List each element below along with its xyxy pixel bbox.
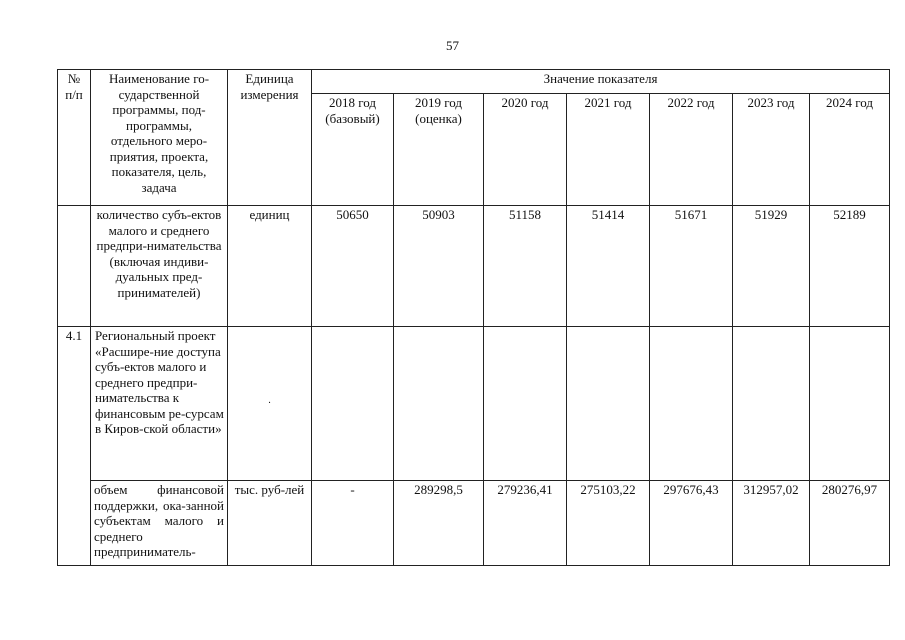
row-unit: · <box>228 327 312 481</box>
header-year-2019: 2019 год (оценка) <box>394 94 484 206</box>
header-name: Наименование го-сударственной программы, под-программы, отдельного меро-приятия, проекта, показателя, цель, задача <box>91 70 228 206</box>
row-name: количество субъ-ектов малого и среднего предпри-нимательства (включая индиви-дуальных пред-принимателей) <box>91 206 228 327</box>
table-row <box>58 206 890 327</box>
row-value-2021: 51414 <box>567 206 650 327</box>
header-year-2023: 2023 год <box>733 94 810 206</box>
row-value-2024: 52189 <box>810 206 890 327</box>
header-year-2024: 2024 год <box>810 94 890 206</box>
header-unit: Единица измерения <box>228 70 312 206</box>
row-value-2019: 50903 <box>394 206 484 327</box>
row-value-2023: 51929 <box>733 206 810 327</box>
row-name: объем финансовой поддержки, ока-занной субъектам малого и среднего предприниматель- <box>91 481 228 566</box>
indicator-table <box>57 69 890 566</box>
row-num <box>58 206 91 327</box>
row-value-2020 <box>484 327 567 481</box>
row-value-2022: 297676,43 <box>650 481 733 566</box>
row-value-2023 <box>733 327 810 481</box>
header-year-2018: 2018 год (базовый) <box>312 94 394 206</box>
header-num: № п/п <box>58 70 91 206</box>
row-value-2021 <box>567 327 650 481</box>
row-value-2022: 51671 <box>650 206 733 327</box>
header-year-2021: 2021 год <box>567 94 650 206</box>
row-value-2023: 312957,02 <box>733 481 810 566</box>
row-name: Региональный проект «Расшире-ние доступа субъ-ектов малого и среднего предпри-нимательства к финансовым ре-сурсам в Киров-ской области» <box>91 327 228 481</box>
row-value-2020: 279236,41 <box>484 481 567 566</box>
table-row <box>58 481 890 566</box>
row-value-2018: 50650 <box>312 206 394 327</box>
row-value-2019 <box>394 327 484 481</box>
row-value-2020: 51158 <box>484 206 567 327</box>
page-number: 57 <box>446 38 459 53</box>
header-values: Значение показателя <box>312 70 890 94</box>
row-unit: единиц <box>228 206 312 327</box>
row-value-2024: 280276,97 <box>810 481 890 566</box>
row-value-2021: 275103,22 <box>567 481 650 566</box>
table-row <box>58 327 890 481</box>
header-year-2022: 2022 год <box>650 94 733 206</box>
row-value-2018: - <box>312 481 394 566</box>
row-value-2022 <box>650 327 733 481</box>
row-value-2019: 289298,5 <box>394 481 484 566</box>
row-unit: тыс. руб-лей <box>228 481 312 566</box>
row-value-2018 <box>312 327 394 481</box>
header-year-2020: 2020 год <box>484 94 567 206</box>
row-num: 4.1 <box>58 327 91 566</box>
row-value-2024 <box>810 327 890 481</box>
